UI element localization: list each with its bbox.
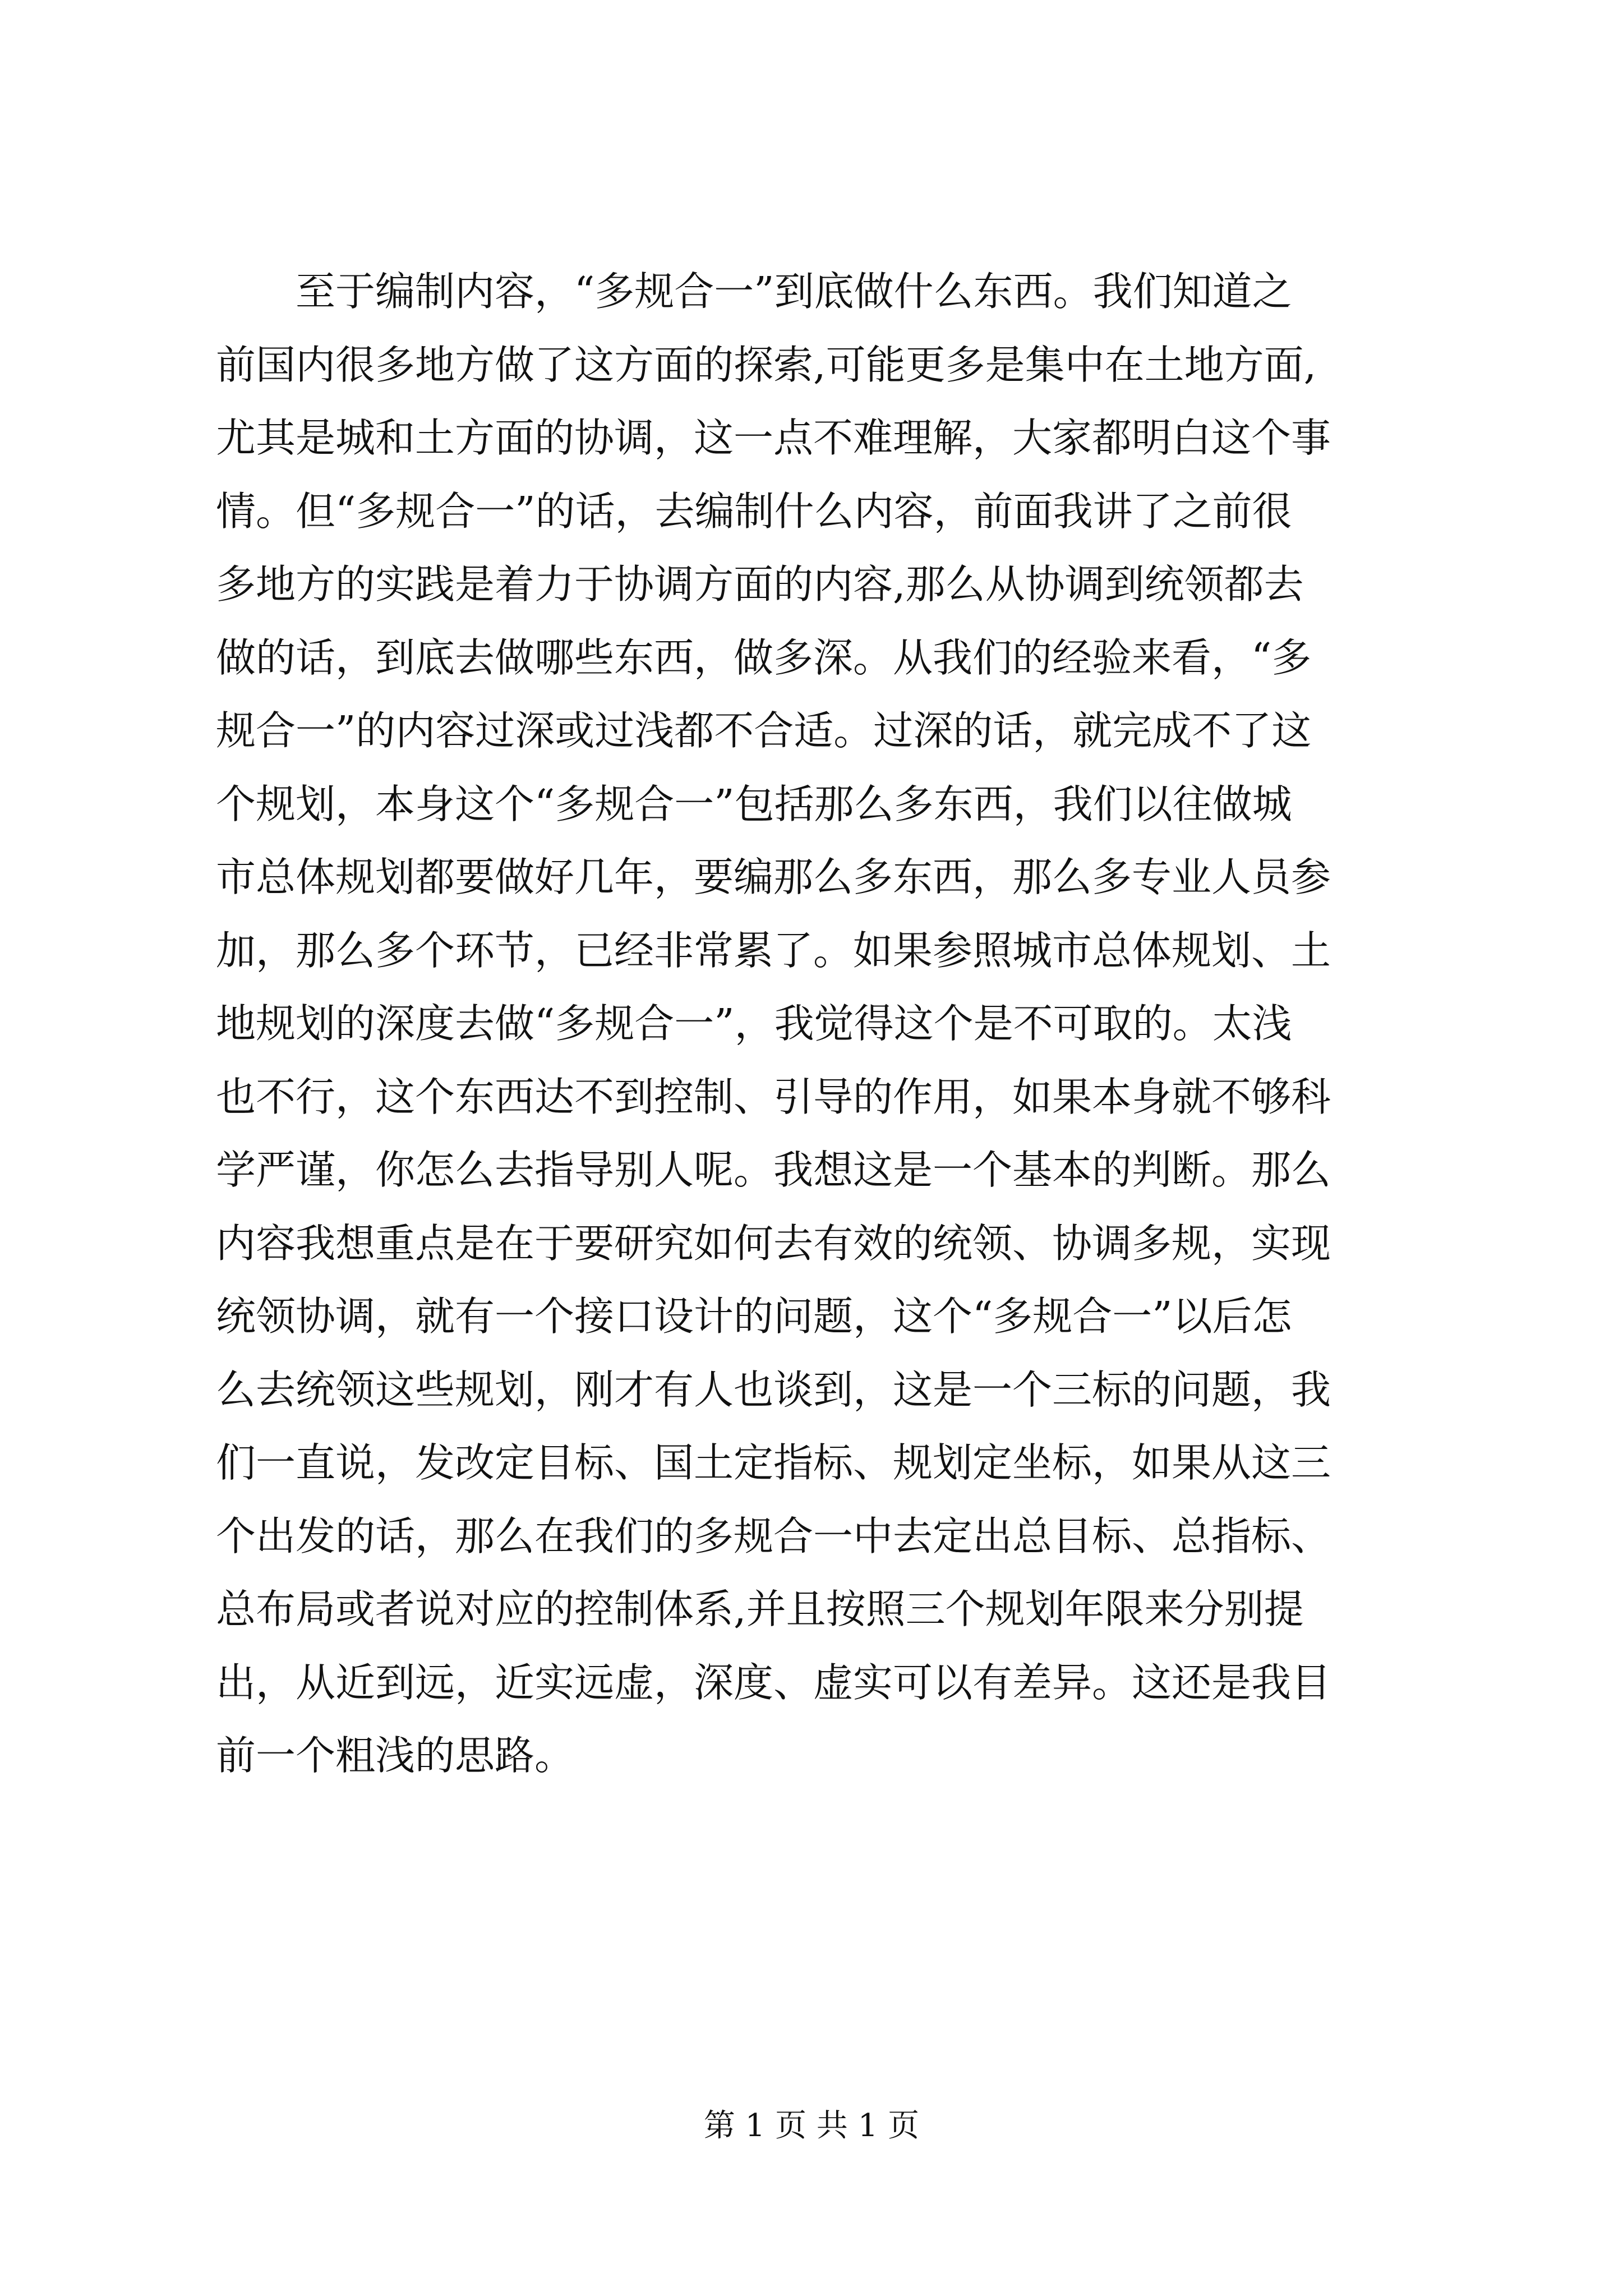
paragraph-line: 情。但“多规合一”的话，去编制什么内容，前面我讲了之前很 <box>216 487 1292 535</box>
paragraph-line: 出，从近到远，近实远虚，深度、虚实可以有差异。这还是我目 <box>216 1659 1331 1706</box>
paragraph-line: 加，那么多个环节，已经非常累了。如果参照城市总体规划、土 <box>216 927 1331 974</box>
page-number-footer: 第 1 页 共 1 页 <box>703 2108 920 2144</box>
paragraph-line: 规合一”的内容过深或过浅都不合适。过深的话，就完成不了这 <box>216 707 1312 754</box>
paragraph-line: 前一个粗浅的思路。 <box>216 1732 575 1779</box>
paragraph-line: 地规划的深度去做“多规合一”，我觉得这个是不可取的。太浅 <box>216 1000 1292 1047</box>
paragraph-line: 多地方的实践是着力于协调方面的内容,那么从协调到统领都去 <box>216 561 1304 608</box>
body-paragraph <box>216 255 1467 1793</box>
paragraph-line: 前国内很多地方做了这方面的探索,可能更多是集中在土地方面, <box>216 341 1317 388</box>
paragraph-line: 个出发的话，那么在我们的多规合一中去定出总目标、总指标、 <box>216 1512 1331 1559</box>
paragraph-line: 也不行，这个东西达不到控制、引导的作用，如果本身就不够科 <box>216 1073 1331 1120</box>
paragraph-line: 市总体规划都要做好几年，要编那么多东西，那么多专业人员参 <box>216 854 1331 900</box>
paragraph-line: 个规划，本身这个“多规合一”包括那么多东西，我们以往做城 <box>216 780 1292 827</box>
paragraph-line: 至于编制内容，“多规合一”到底做什么东西。我们知道之 <box>296 268 1292 315</box>
paragraph-line: 统领协调，就有一个接口设计的问题，这个“多规合一”以后怎 <box>216 1293 1292 1340</box>
paragraph-line: 们一直说，发改定目标、国土定指标、规划定坐标，如果从这三 <box>216 1439 1331 1486</box>
paragraph-line: 么去统领这些规划，刚才有人也谈到，这是一个三标的问题，我 <box>216 1366 1331 1413</box>
paragraph-line: 内容我想重点是在于要研究如何去有效的统领、协调多规，实现 <box>216 1220 1331 1267</box>
paragraph-line: 学严谨，你怎么去指导别人呢。我想这是一个基本的判断。那么 <box>216 1147 1331 1193</box>
paragraph-line: 尤其是城和土方面的协调，这一点不难理解，大家都明白这个事 <box>216 415 1331 461</box>
paragraph-line: 总布局或者说对应的控制体系,并且按照三个规划年限来分别提 <box>216 1586 1304 1632</box>
paragraph-line: 做的话，到底去做哪些东西，做多深。从我们的经验来看，“多 <box>216 634 1312 681</box>
